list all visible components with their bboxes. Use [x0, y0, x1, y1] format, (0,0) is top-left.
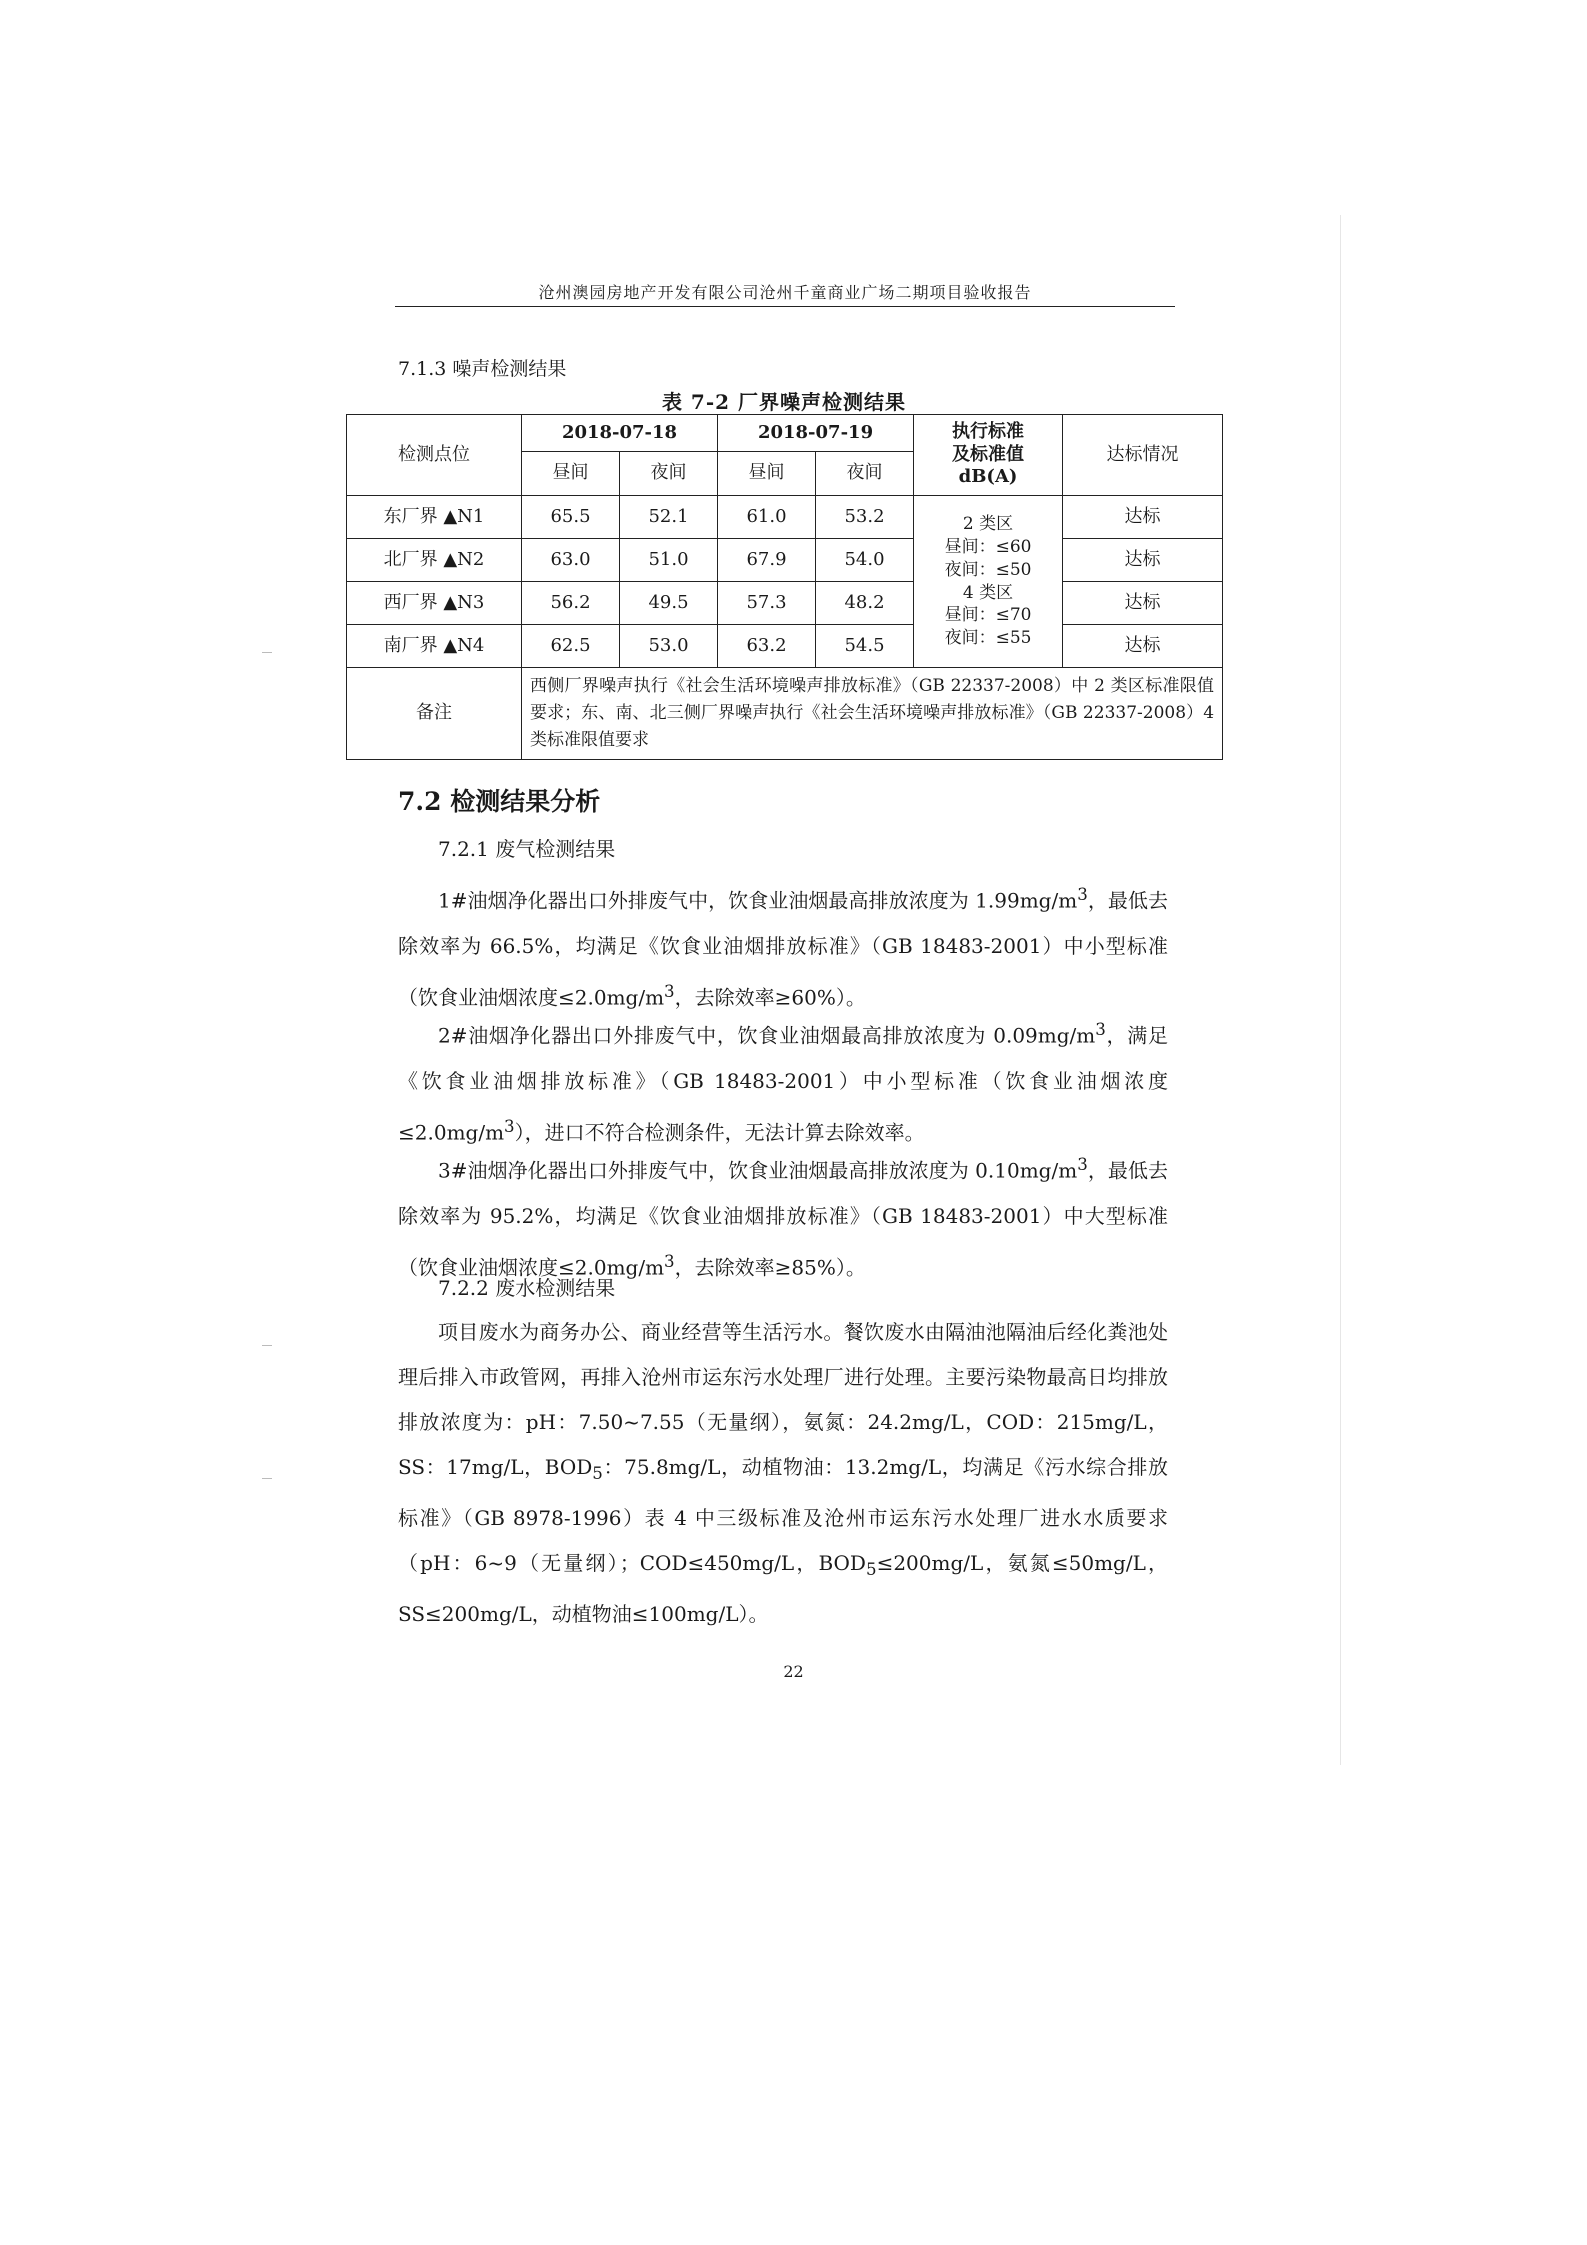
standard-line: 4 类区: [962, 582, 1014, 603]
cell-point: 东厂界 ▲N1: [347, 496, 522, 539]
table-row: [347, 496, 1223, 539]
cell-point: 西厂界 ▲N3: [347, 582, 522, 625]
superscript: 3: [1095, 1020, 1106, 1039]
cell-value: 62.5: [522, 625, 620, 668]
cell-value: 67.9: [718, 539, 816, 582]
text-run: ：75.8mg/L，动植物油：13.2mg/L，均满足《污水综合排放标准》（GB 8978-1996）表 4 中三级标准及沧州市运东污水处理厂进水水质要求（pH：6~9（无量纲）；COD≤450mg/L，BOD: [398, 1455, 1168, 1575]
section-heading-7-2-1: 7.2.1 废气检测结果: [438, 837, 616, 861]
cell-status: 达标: [1063, 539, 1223, 582]
standard-line: 昼间：≤60: [944, 536, 1032, 557]
subscript: 5: [592, 1464, 603, 1483]
section-heading-7-1-3: 7.1.3 噪声检测结果: [398, 358, 567, 380]
cell-value: 56.2: [522, 582, 620, 625]
paragraph-exhaust-2: [398, 1007, 1168, 1155]
header-standard-line: dB(A): [958, 466, 1018, 488]
cell-value: 61.0: [718, 496, 816, 539]
standard-line: 夜间：≤55: [944, 628, 1032, 649]
text-run: ，最低去除效率为 95.2%，均满足《饮食业油烟排放标准》（GB 18483-2001）中大型标准（饮食业油烟浓度≤2.0mg/m: [398, 1158, 1169, 1280]
text-run: ，满足《饮食业油烟排放标准》（GB 18483-2001）中小型标准（饮食业油烟浓度≤2.0mg/m: [398, 1023, 1168, 1145]
table-caption: 表 7-2 厂界噪声检测结果: [661, 390, 907, 414]
scan-mark: [262, 652, 272, 653]
cell-value: 52.1: [620, 496, 718, 539]
superscript: 3: [504, 1116, 515, 1136]
cell-value: 49.5: [620, 582, 718, 625]
cell-value: 54.0: [816, 539, 914, 582]
header-status: 达标情况: [1063, 415, 1223, 496]
header-date-2: 2018-07-19: [718, 415, 914, 452]
scan-mark: [262, 1345, 272, 1346]
header-night-2: 夜间: [816, 452, 914, 496]
header-standard: [914, 415, 1063, 496]
scan-mark: [262, 1478, 272, 1479]
cell-value: 63.2: [718, 625, 816, 668]
standard-line: 昼间：≤70: [944, 605, 1032, 626]
text-run: 1#油烟净化器出口外排废气中，饮食业油烟最高排放浓度为 1.99mg/m: [438, 888, 1078, 913]
scan-edge-line: [1340, 215, 1341, 1765]
header-night-1: 夜间: [620, 452, 718, 496]
cell-value: 53.2: [816, 496, 914, 539]
header-date-1: 2018-07-18: [522, 415, 718, 452]
noise-result-table: [346, 414, 1223, 760]
header-day-2: 昼间: [718, 452, 816, 496]
text-run: ，去除效率≥60%）。: [674, 985, 866, 1010]
note-text: 西侧厂界噪声执行《社会生活环境噪声排放标准》（GB 22337-2008）中 2 类区标准限值要求；东、南、北三侧厂界噪声执行《社会生活环境噪声排放标准》（GB 22337-2008）4 类标准限值要求: [522, 668, 1223, 760]
cell-value: 57.3: [718, 582, 816, 625]
superscript: 3: [1077, 885, 1088, 904]
cell-status: 达标: [1063, 625, 1223, 668]
page-number: 22: [783, 1662, 804, 1681]
subscript: 5: [865, 1560, 877, 1579]
text-run: ≤200mg/L，氨氮≤50mg/L，SS≤200mg/L，动植物油≤100mg/L）。: [398, 1551, 1168, 1626]
header-day-1: 昼间: [522, 452, 620, 496]
header-standard-line: 执行标准: [952, 421, 1025, 443]
cell-value: 54.5: [816, 625, 914, 668]
table-row: [347, 582, 1223, 625]
paragraph-exhaust-1: [398, 872, 1168, 1020]
section-heading-7-2-2: 7.2.2 废水检测结果: [438, 1276, 616, 1300]
cell-status: 达标: [1063, 496, 1223, 539]
text-run: ，最低去除效率为 66.5%，均满足《饮食业油烟排放标准》（GB 18483-2001）中小型标准（饮食业油烟浓度≤2.0mg/m: [398, 888, 1169, 1010]
cell-value: 63.0: [522, 539, 620, 582]
text-run: ），进口不符合检测条件，无法计算去除效率。: [514, 1120, 925, 1145]
superscript: 3: [1077, 1155, 1088, 1174]
paragraph-wastewater: [398, 1310, 1168, 1637]
cell-value: 65.5: [522, 496, 620, 539]
text-run: ，去除效率≥85%）。: [674, 1255, 866, 1280]
standard-line: 夜间：≤50: [944, 559, 1032, 580]
page-header: [395, 214, 1175, 310]
cell-value: 51.0: [620, 539, 718, 582]
cell-value: 48.2: [816, 582, 914, 625]
cell-point: 南厂界 ▲N4: [347, 625, 522, 668]
header-point: 检测点位: [347, 415, 522, 496]
cell-status: 达标: [1063, 582, 1223, 625]
header-rule: [395, 306, 1175, 307]
superscript: 3: [664, 981, 675, 1001]
superscript: 3: [664, 1251, 675, 1271]
cell-point: 北厂界 ▲N2: [347, 539, 522, 582]
standard-line: 2 类区: [962, 513, 1014, 534]
text-run: 2#油烟净化器出口外排废气中，饮食业油烟最高排放浓度为 0.09mg/m: [438, 1023, 1096, 1048]
section-heading-7-2: 7.2 检测结果分析: [398, 787, 601, 816]
note-label: 备注: [347, 668, 522, 760]
text-run: 3#油烟净化器出口外排废气中，饮食业油烟最高排放浓度为 0.10mg/m: [438, 1158, 1078, 1183]
header-standard-line: 及标准值: [952, 443, 1025, 465]
table-row: [347, 539, 1223, 582]
text-run: 项目废水为商务办公、商业经营等生活污水。餐饮废水由隔油池隔油后经化粪池处理后排入市政管网，再排入沧州市运东污水处理厂进行处理。主要污染物最高日均排放排放浓度为：pH：7.50~7.55（无量纲），氨氮：24.2mg/L，COD：215mg/L，SS：17mg/L，BOD: [398, 1320, 1168, 1479]
header-title: 沧州澳园房地产开发有限公司沧州千童商业广场二期项目验收报告: [538, 283, 1032, 302]
cell-standard: [914, 496, 1063, 668]
cell-value: 53.0: [620, 625, 718, 668]
table-row: [347, 625, 1223, 668]
paragraph-exhaust-3: [398, 1142, 1168, 1290]
